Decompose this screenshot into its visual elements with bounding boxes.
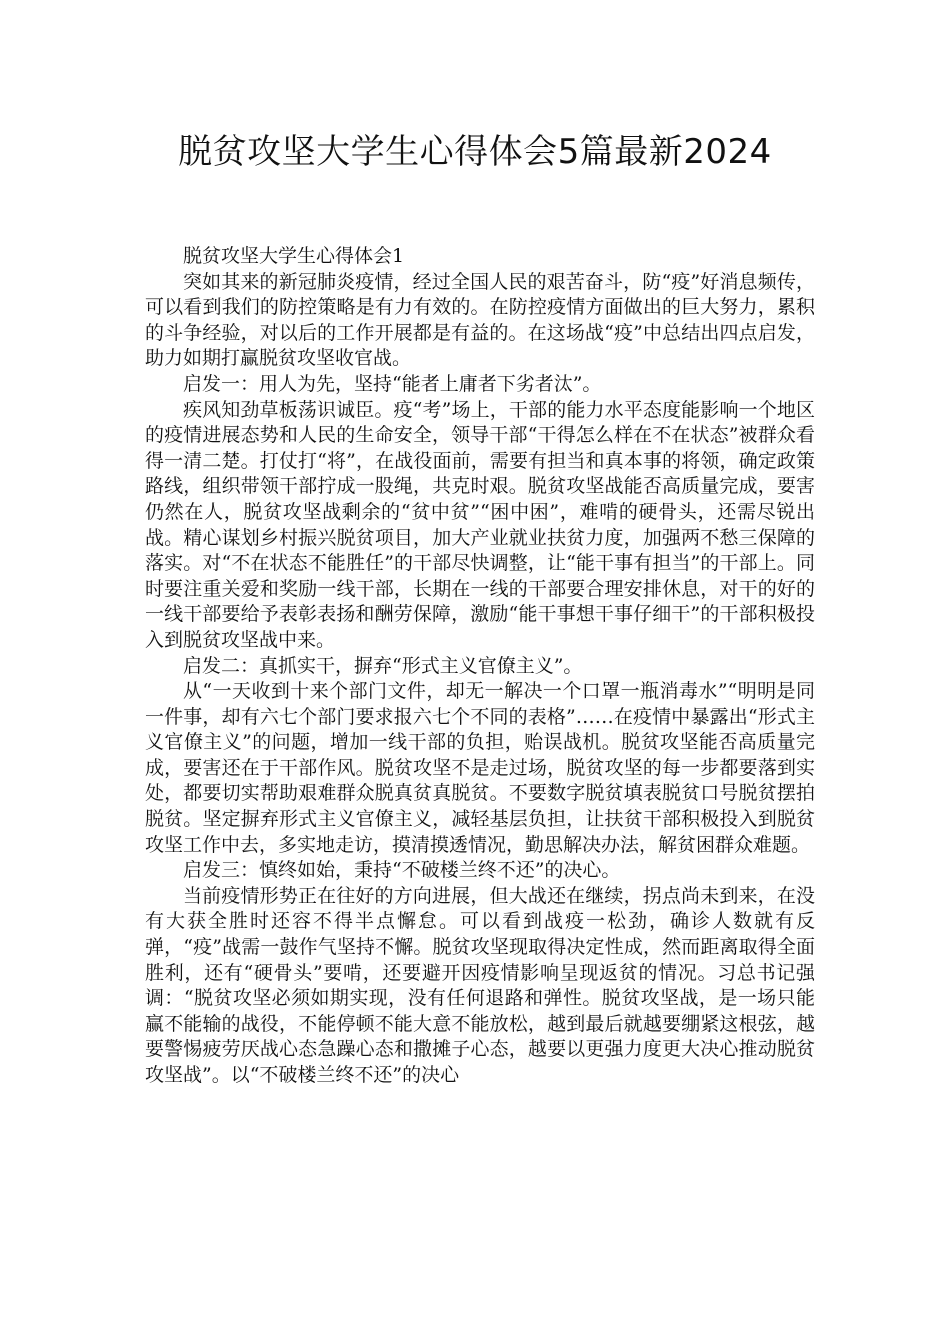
paragraph: 当前疫情形势正在往好的方向进展，但大战还在继续，拐点尚未到来，在没有大获全胜时还容不得半点懈怠。可以看到战疫一松劲，确诊人数就有反弹，“疫”战需一鼓作气坚持不懈。脱贫攻坚现取得决定性成，然而距离取得全面胜利，还有“硬骨头”要啃，还要避开因疫情影响呈现返贫的情况。习总书记强调：“脱贫攻坚必须如期实现，没有任何退路和弹性。脱贫攻坚战，是一场只能赢不能输的战役，不能停顿不能大意不能放松，越到最后就越要绷紧这根弦，越要警惕疲劳厌战心态急躁心态和撒摊子心态，越要以更强力度更大决心推动脱贫攻坚战”。以“不破楼兰终不还”的决心: [145, 884, 815, 1086]
section-heading: 启发一：用人为先，坚持“能者上庸者下劣者汰”。: [183, 372, 602, 395]
paragraph: 从“一天收到十来个部门文件，却无一解决一个口罩一瓶消毒水”“明明是同一件事，却有六七个部门要求报六七个不同的表格”……在疫情中暴露出“形式主义官僚主义”的问题，增加一线干部的负担，贻误战机。脱贫攻坚能否高质量完成，要害还在于干部作风。脱贫攻坚不是走过场，脱贫攻坚的每一步都要落到实处，都要切实帮助艰难群众脱真贫真脱贫。不要数字脱贫填表脱贫口号脱贫摆拍脱贫。坚定摒弃形式主义官僚主义，减轻基层负担，让扶贫干部积极投入到脱贫攻坚工作中去，多实地走访，摸清摸透情况，勤思解决办法，解贫困群众难题。: [145, 680, 815, 856]
section-heading: 启发二：真抓实干，摒弃“形式主义官僚主义”。: [183, 654, 583, 677]
section-heading: 脱贫攻坚大学生心得体会1: [183, 245, 405, 267]
document-body: [145, 244, 815, 1089]
document-title: 脱贫攻坚大学生心得体会5篇最新2024: [178, 132, 772, 172]
paragraph: 疾风知劲草板荡识诚臣。疫“考”场上，干部的能力水平态度能影响一个地区的疫情进展态势和人民的生命安全，领导干部“干得怎么样在不在状态”被群众看得一清二楚。打仗打“将”，在战役面前，需要有担当和真本事的将领，确定政策路线，组织带领干部拧成一股绳，共克时艰。脱贫攻坚战能否高质量完成，要害仍然在人，脱贫攻坚战剩余的“贫中贫”“困中困”，难啃的硬骨头，还需尽锐出战。精心谋划乡村振兴脱贫项目，加大产业就业扶贫力度，加强两不愁三保障的落实。对“不在状态不能胜任”的干部尽快调整，让“能干事有担当”的干部上。同时要注重关爱和奖励一线干部，长期在一线的干部要合理安排休息，对干的好的一线干部要给予表彰表扬和酬劳保障，激励“能干事想干事仔细干”的干部积极投入到脱贫攻坚战中来。: [145, 398, 815, 651]
section-heading: 启发三：慎终如始，秉持“不破楼兰终不还”的决心。: [183, 859, 621, 882]
paragraph: 突如其来的新冠肺炎疫情，经过全国人民的艰苦奋斗，防“疫”好消息频传，可以看到我们的防控策略是有力有效的。在防控疫情方面做出的巨大努力，累积的斗争经验，对以后的工作开展都是有益的。在这场战“疫”中总结出四点启发，助力如期打赢脱贫攻坚收官战。: [145, 270, 815, 370]
